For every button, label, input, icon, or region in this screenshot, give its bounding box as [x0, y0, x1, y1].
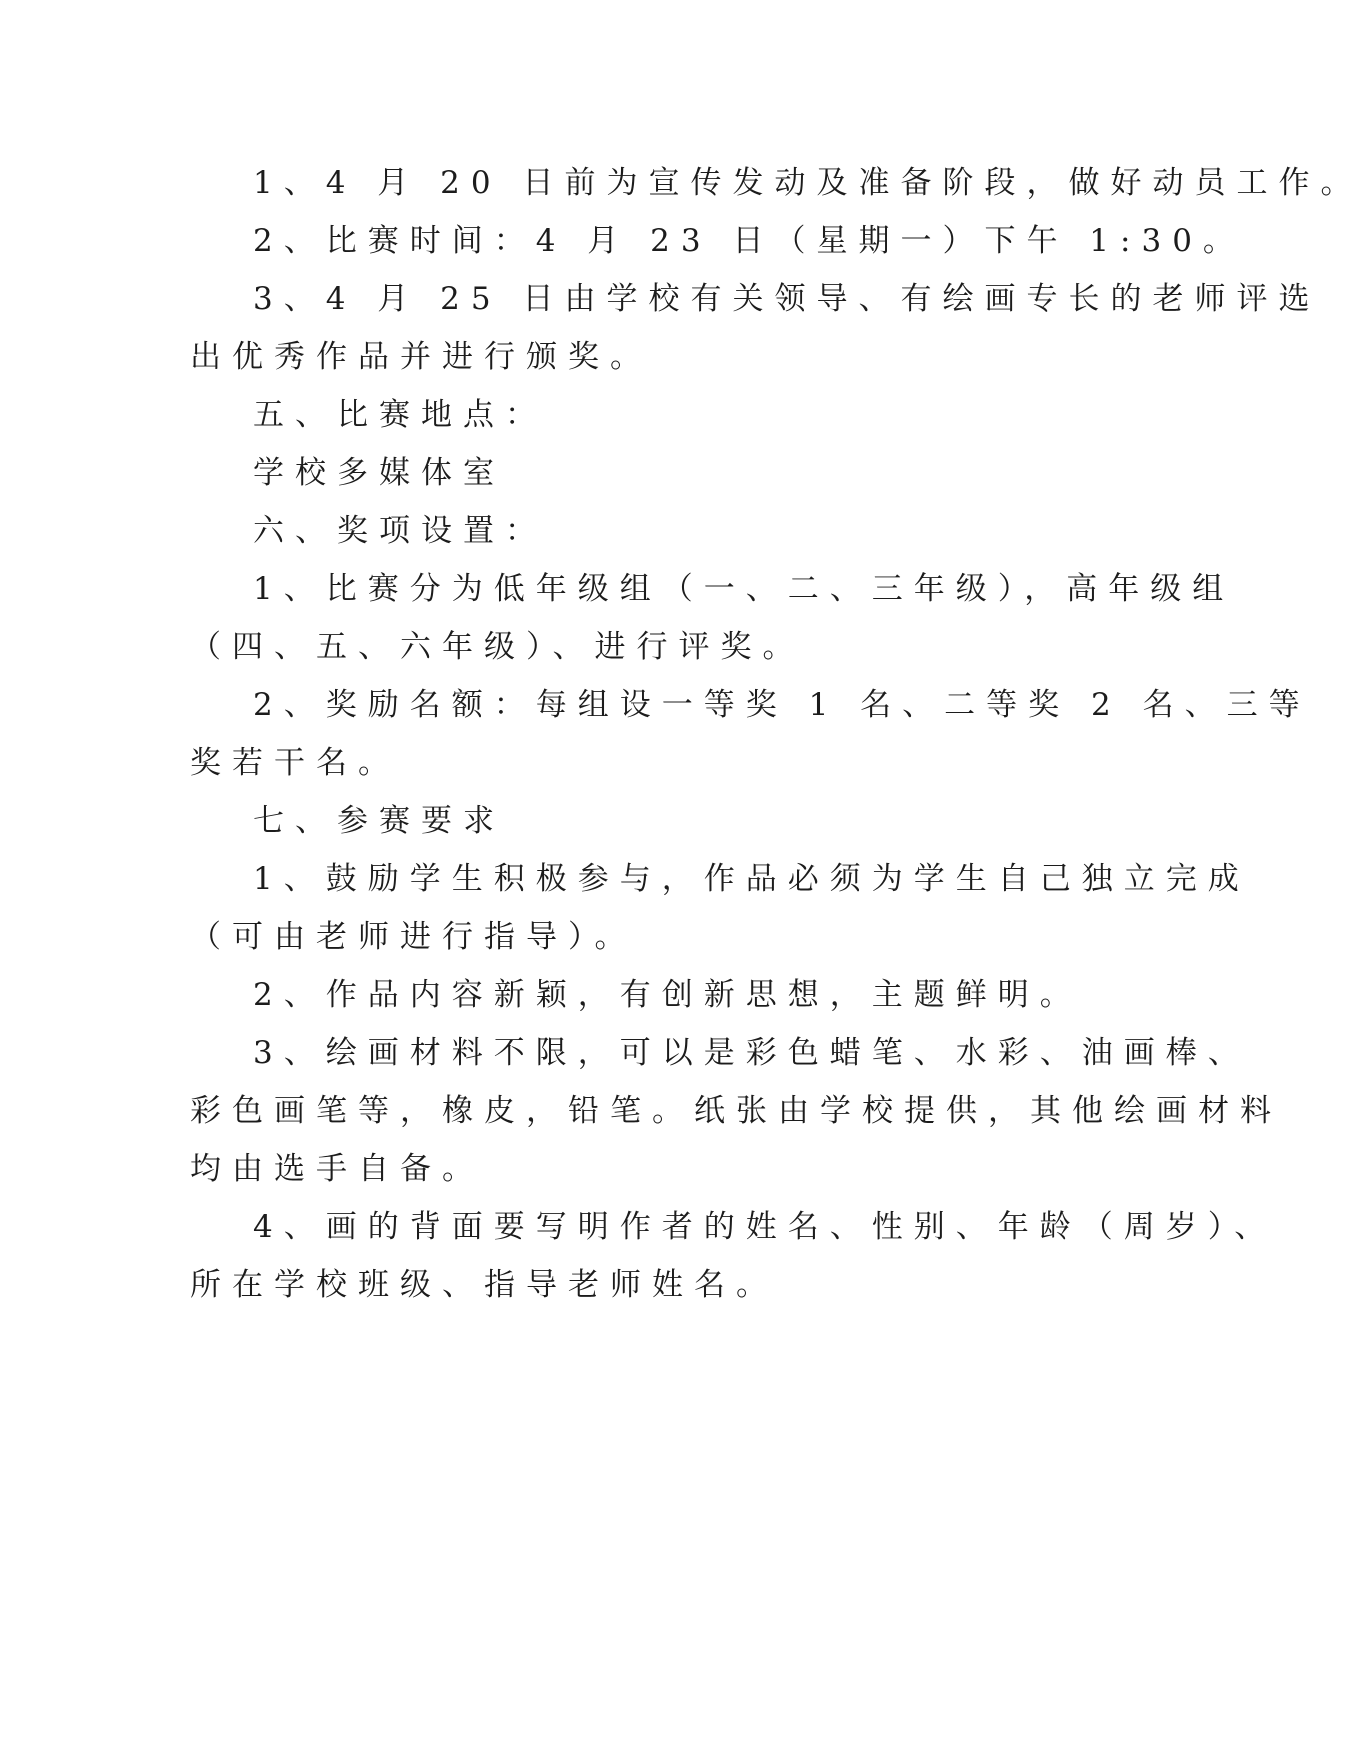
requirements-item-3-line-2: 彩色画笔等，橡皮，铅笔。纸张由学校提供，其他绘画材料	[190, 1093, 1282, 1129]
awards-item-2-line-1: 2、奖励名额：每组设一等奖 1 名、二等奖 2 名、三等	[253, 687, 1311, 723]
requirements-item-3-line-3: 均由选手自备。	[190, 1151, 484, 1187]
requirements-item-3-line-1: 3、绘画材料不限，可以是彩色蜡笔、水彩、油画棒、	[253, 1035, 1250, 1071]
requirements-item-4-line-1: 4、画的背面要写明作者的姓名、性别、年龄（周岁）、	[253, 1209, 1277, 1245]
venue-text: 学校多媒体室	[253, 455, 505, 491]
section-heading-venue: 五、比赛地点：	[253, 397, 547, 433]
requirements-item-1-line-1: 1、鼓励学生积极参与，作品必须为学生自己独立完成	[253, 861, 1250, 897]
schedule-item-2: 2、比赛时间：4 月 23 日（星期一）下午 1:30。	[253, 223, 1245, 259]
schedule-item-3-line-2: 出优秀作品并进行颁奖。	[190, 339, 652, 375]
requirements-item-2: 2、作品内容新颖，有创新思想，主题鲜明。	[253, 977, 1082, 1013]
schedule-item-1: 1、4 月 20 日前为宣传发动及准备阶段，做好动员工作。	[253, 165, 1362, 201]
section-heading-awards: 六、奖项设置：	[253, 513, 547, 549]
awards-item-2-line-2: 奖若干名。	[190, 745, 400, 781]
schedule-item-3-line-1: 3、4 月 25 日由学校有关领导、有绘画专长的老师评选	[253, 281, 1321, 317]
awards-item-1-line-1: 1、比赛分为低年级组（一、二、三年级），高年级组	[253, 571, 1235, 607]
requirements-item-1-line-2: （可由老师进行指导）。	[190, 919, 637, 955]
section-heading-requirements: 七、参赛要求	[253, 803, 505, 839]
awards-item-1-line-2: （四、五、六年级）、进行评奖。	[190, 629, 805, 665]
requirements-item-4-line-2: 所在学校班级、指导老师姓名。	[190, 1267, 778, 1303]
